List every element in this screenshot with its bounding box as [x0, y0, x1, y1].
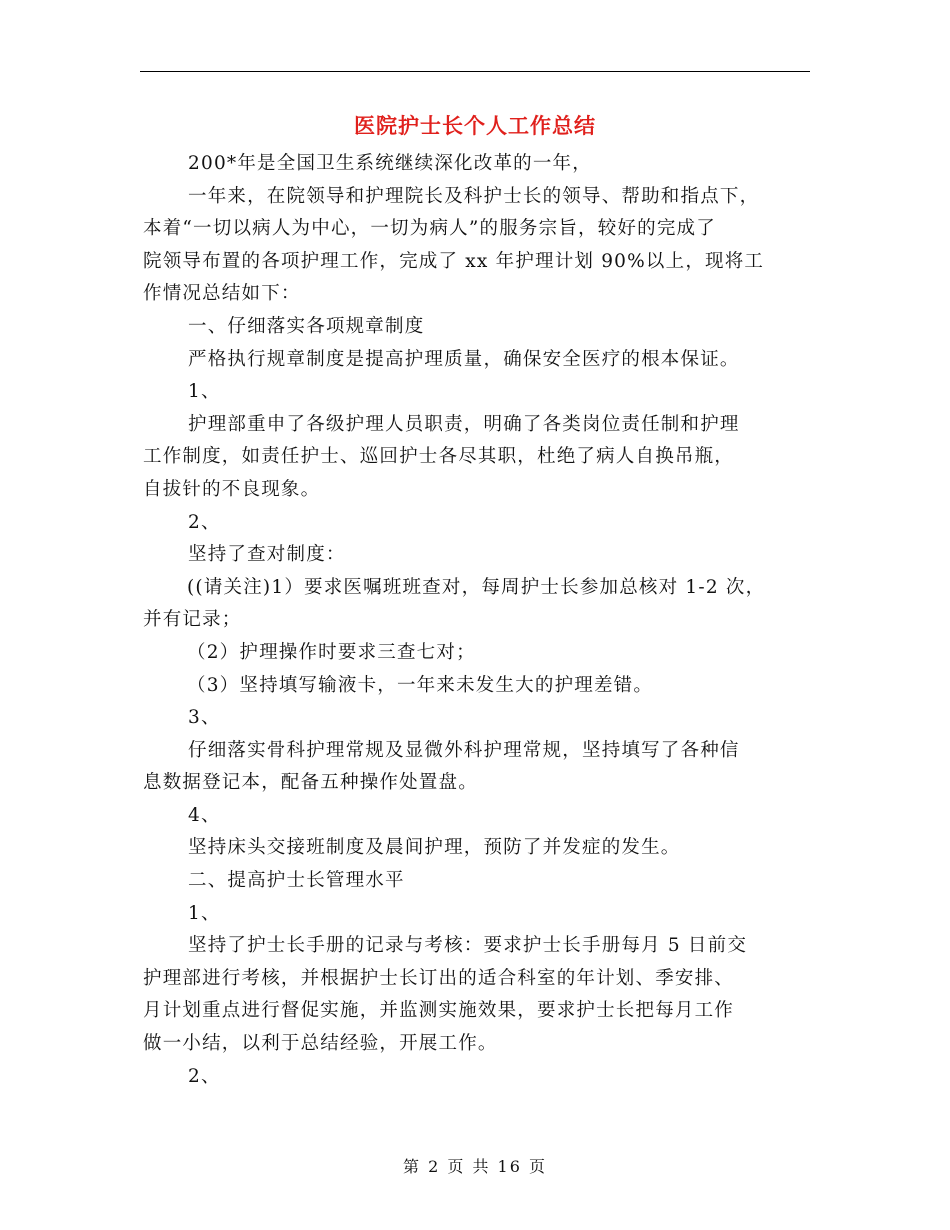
paragraph-line: 严格执行规章制度是提高护理质量，确保安全医疗的根本保证。 [188, 348, 740, 370]
paragraph-line: 并有记录； [143, 609, 242, 631]
paragraph-line: （2）护理操作时要求三查七对； [187, 641, 476, 663]
paragraph-line: 一年来，在院领导和护理院长及科护士长的领导、帮助和指点下， [188, 185, 760, 207]
paragraph-line: 坚持了查对制度： [188, 544, 346, 566]
item-number: 1、 [188, 381, 221, 403]
paragraph-line: 护理部重申了各级护理人员职责，明确了各类岗位责任制和护理 [188, 413, 740, 435]
document-body [143, 148, 813, 1093]
paragraph-line: 月计划重点进行督促实施，并监测实施效果，要求护士长把每月工作 [143, 1000, 735, 1022]
paragraph-line: 坚持了护士长手册的记录与考核：要求护士长手册每月 5 日前交 [188, 935, 748, 957]
paragraph-line: （3）坚持填写输液卡，一年来未发生大的护理差错。 [187, 674, 654, 696]
item-number: 2、 [188, 511, 221, 533]
paragraph-line: ((请关注)1）要求医嘱班班查对，每周护士长参加总核对 1-2 次， [187, 576, 766, 598]
item-number: 1、 [188, 902, 221, 924]
item-number: 4、 [188, 804, 221, 826]
paragraph-line: 息数据登记本，配备五种操作处置盘。 [143, 772, 478, 794]
section-heading: 二、提高护士长管理水平 [188, 870, 405, 892]
paragraph-line: 自拔针的不良现象。 [143, 478, 321, 500]
paragraph-line: 做一小结，以利于总结经验，开展工作。 [143, 1033, 498, 1055]
paragraph-line: 护理部进行考核，并根据护士长订出的适合科室的年计划、季安排、 [143, 967, 735, 989]
paragraph-line: 本着“一切以病人为中心，一切为病人”的服务宗旨，较好的完成了 [143, 218, 716, 240]
document-title: 医院护士长个人工作总结 [354, 113, 596, 138]
header-rule [140, 71, 810, 72]
paragraph-line: 200*年是全国卫生系统继续深化改革的一年， [188, 153, 592, 174]
page-footer: 第 2 页 共 16 页 [403, 1157, 547, 1176]
paragraph-line: 仔细落实骨科护理常规及显微外科护理常规，坚持填写了各种信 [188, 739, 740, 761]
paragraph-line: 坚持床头交接班制度及晨间护理，预防了并发症的发生。 [188, 837, 681, 859]
item-number: 2、 [188, 1065, 221, 1087]
section-heading: 一、仔细落实各项规章制度 [188, 315, 425, 337]
paragraph-line: 工作制度，如责任护士、巡回护士各尽其职，杜绝了病人自换吊瓶， [143, 446, 735, 468]
item-number: 3、 [188, 707, 221, 729]
paragraph-line: 作情况总结如下： [143, 283, 301, 305]
paragraph-line: 院领导布置的各项护理工作，完成了 xx 年护理计划 90%以上，现将工 [143, 250, 765, 272]
